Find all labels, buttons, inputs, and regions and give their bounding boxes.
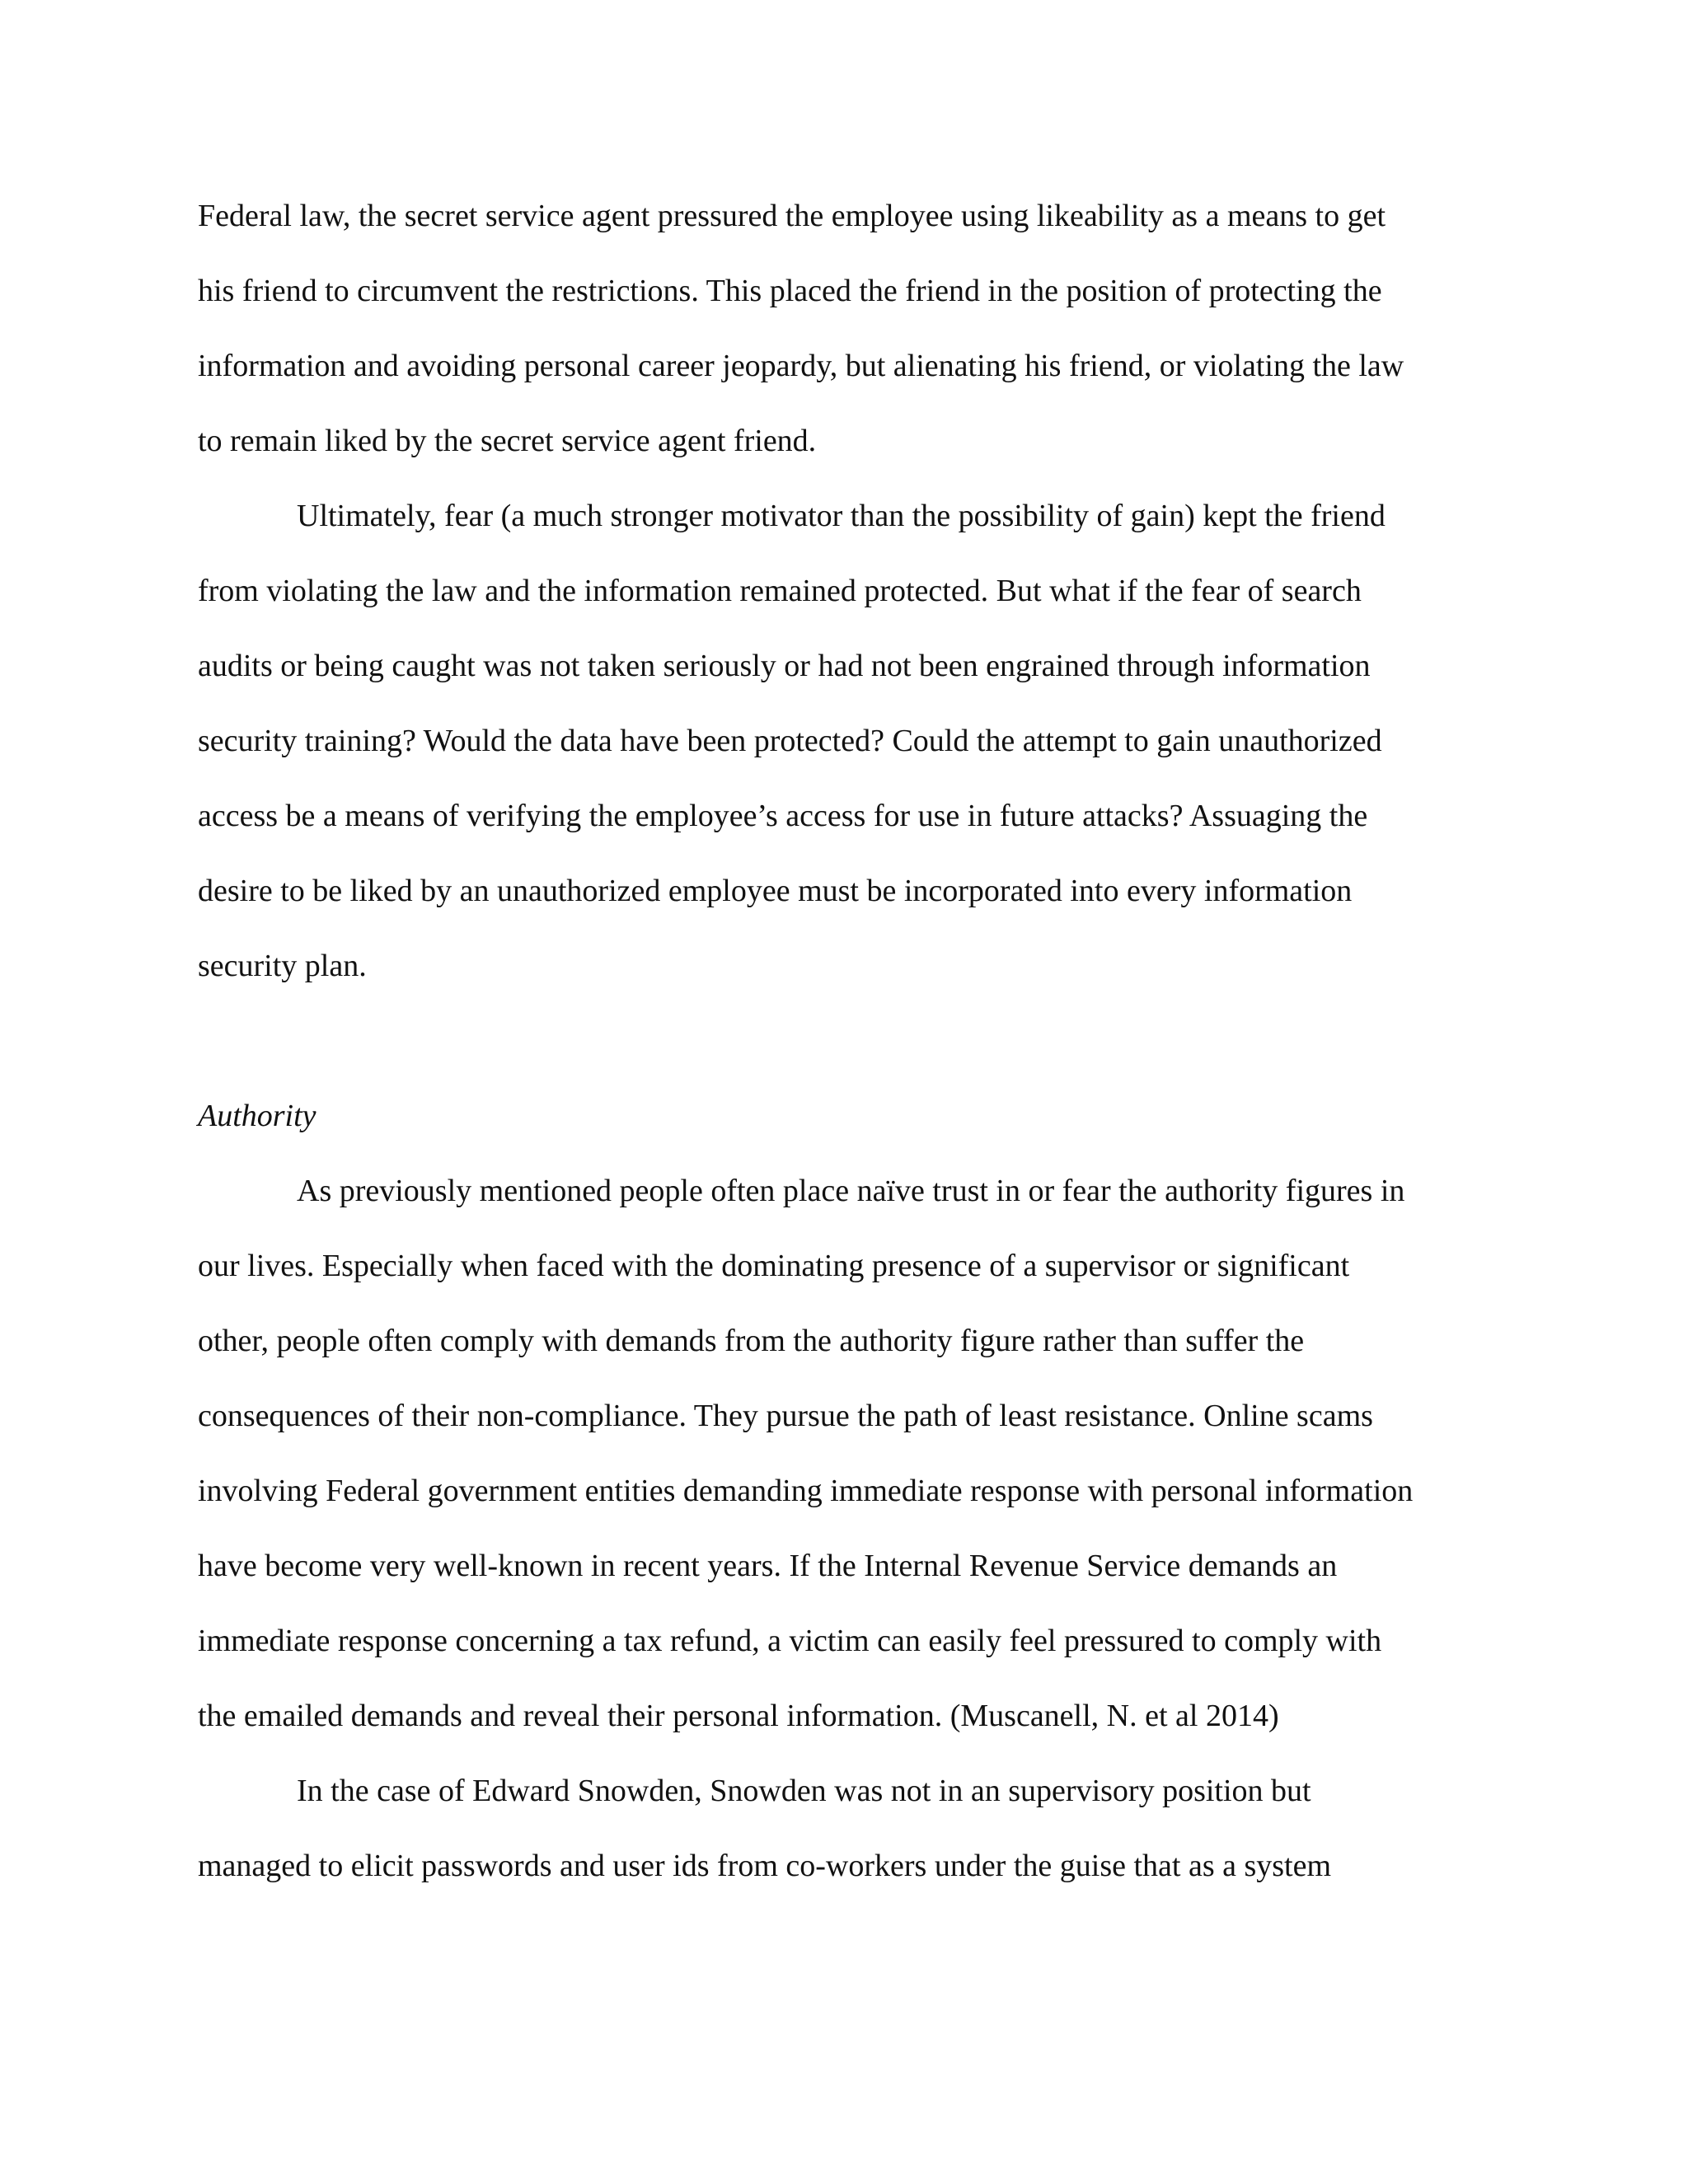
- paragraph-line: As previously mentioned people often place naïve trust in or fear the authority figures in: [297, 1174, 1405, 1208]
- paragraph-line: Ultimately, fear (a much stronger motivator than the possibility of gain) kept the friend: [297, 499, 1386, 533]
- paragraph-line: his friend to circumvent the restrictions. This placed the friend in the position of protecting the: [198, 274, 1382, 308]
- paragraph-line: consequences of their non-compliance. They pursue the path of least resistance. Online scams: [198, 1399, 1373, 1433]
- paragraph-line: the emailed demands and reveal their personal information. (Muscanell, N. et al 2014): [198, 1699, 1279, 1733]
- paragraph-line: our lives. Especially when faced with the dominating presence of a supervisor or significant: [198, 1249, 1350, 1283]
- section-heading: Authority: [198, 1099, 316, 1133]
- paragraph-line: security plan.: [198, 949, 367, 983]
- paragraph-line: audits or being caught was not taken seriously or had not been engrained through information: [198, 649, 1371, 683]
- paragraph-line: information and avoiding personal career jeopardy, but alienating his friend, or violating the law: [198, 349, 1404, 383]
- paragraph-line: to remain liked by the secret service agent friend.: [198, 424, 817, 458]
- paragraph-line: security training? Would the data have been protected? Could the attempt to gain unauthorized: [198, 724, 1382, 758]
- paragraph-line: managed to elicit passwords and user ids from co-workers under the guise that as a system: [198, 1849, 1332, 1883]
- paragraph-line: desire to be liked by an unauthorized employee must be incorporated into every information: [198, 874, 1353, 908]
- paragraph-line: involving Federal government entities demanding immediate response with personal information: [198, 1474, 1414, 1508]
- paragraph-line: access be a means of verifying the employee’s access for use in future attacks? Assuaging the: [198, 799, 1368, 833]
- paragraph-line: Federal law, the secret service agent pressured the employee using likeability as a means to get: [198, 199, 1386, 233]
- paragraph-line: other, people often comply with demands from the authority figure rather than suffer the: [198, 1324, 1305, 1358]
- paragraph-line: have become very well-known in recent years. If the Internal Revenue Service demands an: [198, 1549, 1338, 1583]
- paragraph-line: from violating the law and the information remained protected. But what if the fear of search: [198, 574, 1362, 608]
- paragraph-line: immediate response concerning a tax refund, a victim can easily feel pressured to comply with: [198, 1624, 1382, 1658]
- paragraph-line: In the case of Edward Snowden, Snowden was not in an supervisory position but: [297, 1774, 1311, 1808]
